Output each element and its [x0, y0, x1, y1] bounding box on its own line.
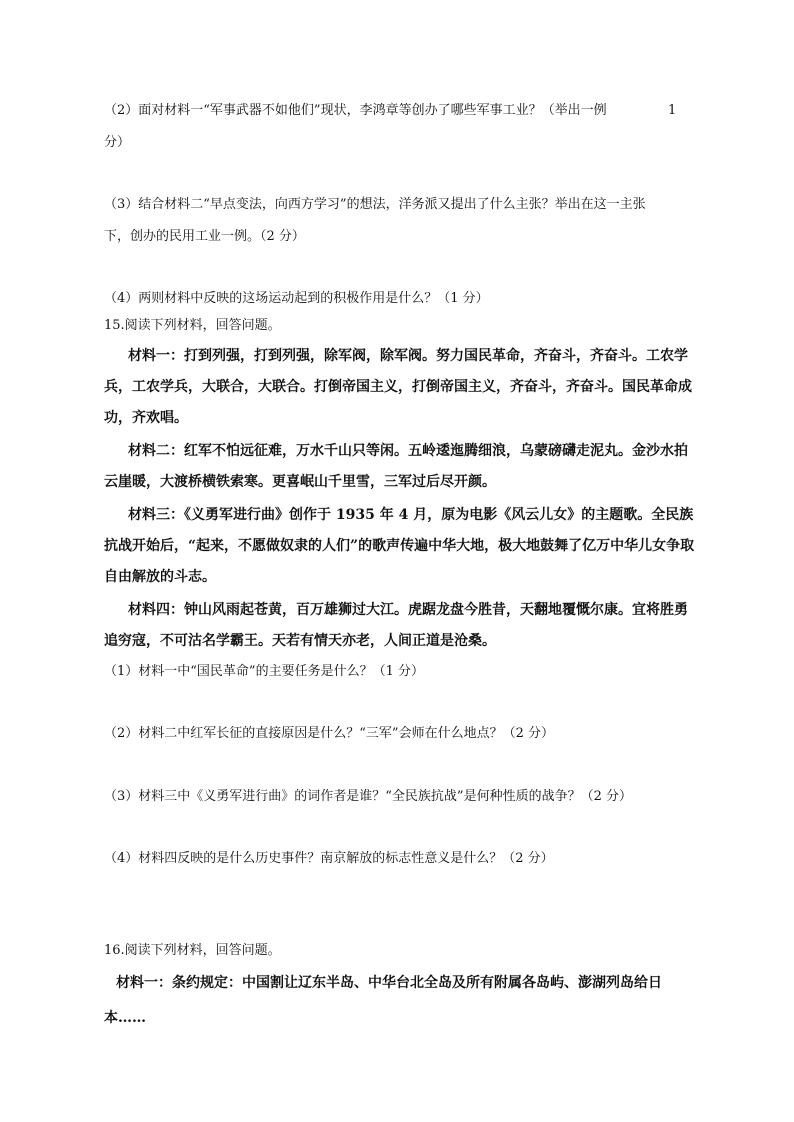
q14-sub3-line2: 下，创办的民用工业一例。（2 分） [104, 229, 305, 244]
q15-sub2: （2）材料二中红军长征的直接原因是什么？“三军”会师在什么地点？（2 分） [104, 726, 554, 741]
q15-sub4: （4）材料四反映的是什么历史事件？南京解放的标志性意义是什么？（2 分） [104, 851, 554, 866]
q15-material3-line3: 自由解放的斗志。 [104, 569, 216, 585]
q15-material1-line3: 功，齐欢唱。 [104, 410, 188, 426]
q16-title: 16.阅读下列材料，回答问题。 [104, 943, 281, 958]
q15-material3-line1: 材料三：《义勇军进行曲》创作于 1935 年 4 月，原为电影《风云儿女》的主题歌。全民族 [128, 507, 694, 523]
q15-material1-line2: 兵，工农学兵，大联合，大联合。打倒帝国主义，打倒帝国主义，齐奋斗，齐奋斗。国民革命成 [104, 379, 692, 395]
q15-material1-line1: 材料一：打到列强，打到列强，除军阀，除军阀。努力国民革命，齐奋斗，齐奋斗。工农学 [128, 348, 688, 364]
q15-material2-line1: 材料二：红军不怕远征难，万水千山只等闲。五岭逶迤腾细浪，乌蒙磅礴走泥丸。金沙水拍 [128, 443, 688, 459]
q14-sub2-line2: 分） [104, 135, 131, 150]
q15-title: 15.阅读下列材料，回答问题。 [104, 318, 281, 333]
q14-sub2-score-num: 1 [668, 103, 677, 118]
q15-material4-line2: 追穷寇，不可沽名学霸王。天若有情天亦老，人间正道是沧桑。 [104, 633, 496, 649]
q15-sub1: （1）材料一中“国民革命”的主要任务是什么？（1 分） [104, 664, 424, 679]
q14-sub3-line1: （3）结合材料二“早点变法，向西方学习”的想法，洋务派又提出了什么主张？举出在这一主张 [104, 197, 646, 212]
q15-material3-line2: 抗战开始后，“起来，不愿做奴隶的人们”的歌声传遍中华大地，极大地鼓舞了亿万中华儿女争取 [104, 538, 695, 554]
q16-material1-line2: 本…… [104, 1010, 146, 1026]
q16-material1-line1: 材料一：条约规定：中国割让辽东半岛、中华台北全岛及所有附属各岛屿、澎湖列岛给日 [116, 975, 662, 991]
q14-sub4: （4）两则材料中反映的这场运动起到的积极作用是什么？（1 分） [104, 291, 489, 306]
q15-material4-line1: 材料四：钟山风雨起苍黄，百万雄狮过大江。虎踞龙盘今胜昔，天翻地覆慨尔康。宜将胜勇 [128, 602, 688, 618]
q15-sub3: （3）材料三中《义勇军进行曲》的词作者是谁？“全民族抗战”是何种性质的战争？（2 分） [104, 789, 632, 804]
q14-sub2-text: （2）面对材料一“军事武器不如他们”现状，李鸿章等创办了哪些军事工业？（举出一例 [104, 103, 607, 118]
q15-material2-line2: 云崖暖，大渡桥横铁索寒。更喜岷山千里雪，三军过后尽开颜。 [104, 474, 496, 490]
q14-sub2-line1 [104, 103, 664, 119]
